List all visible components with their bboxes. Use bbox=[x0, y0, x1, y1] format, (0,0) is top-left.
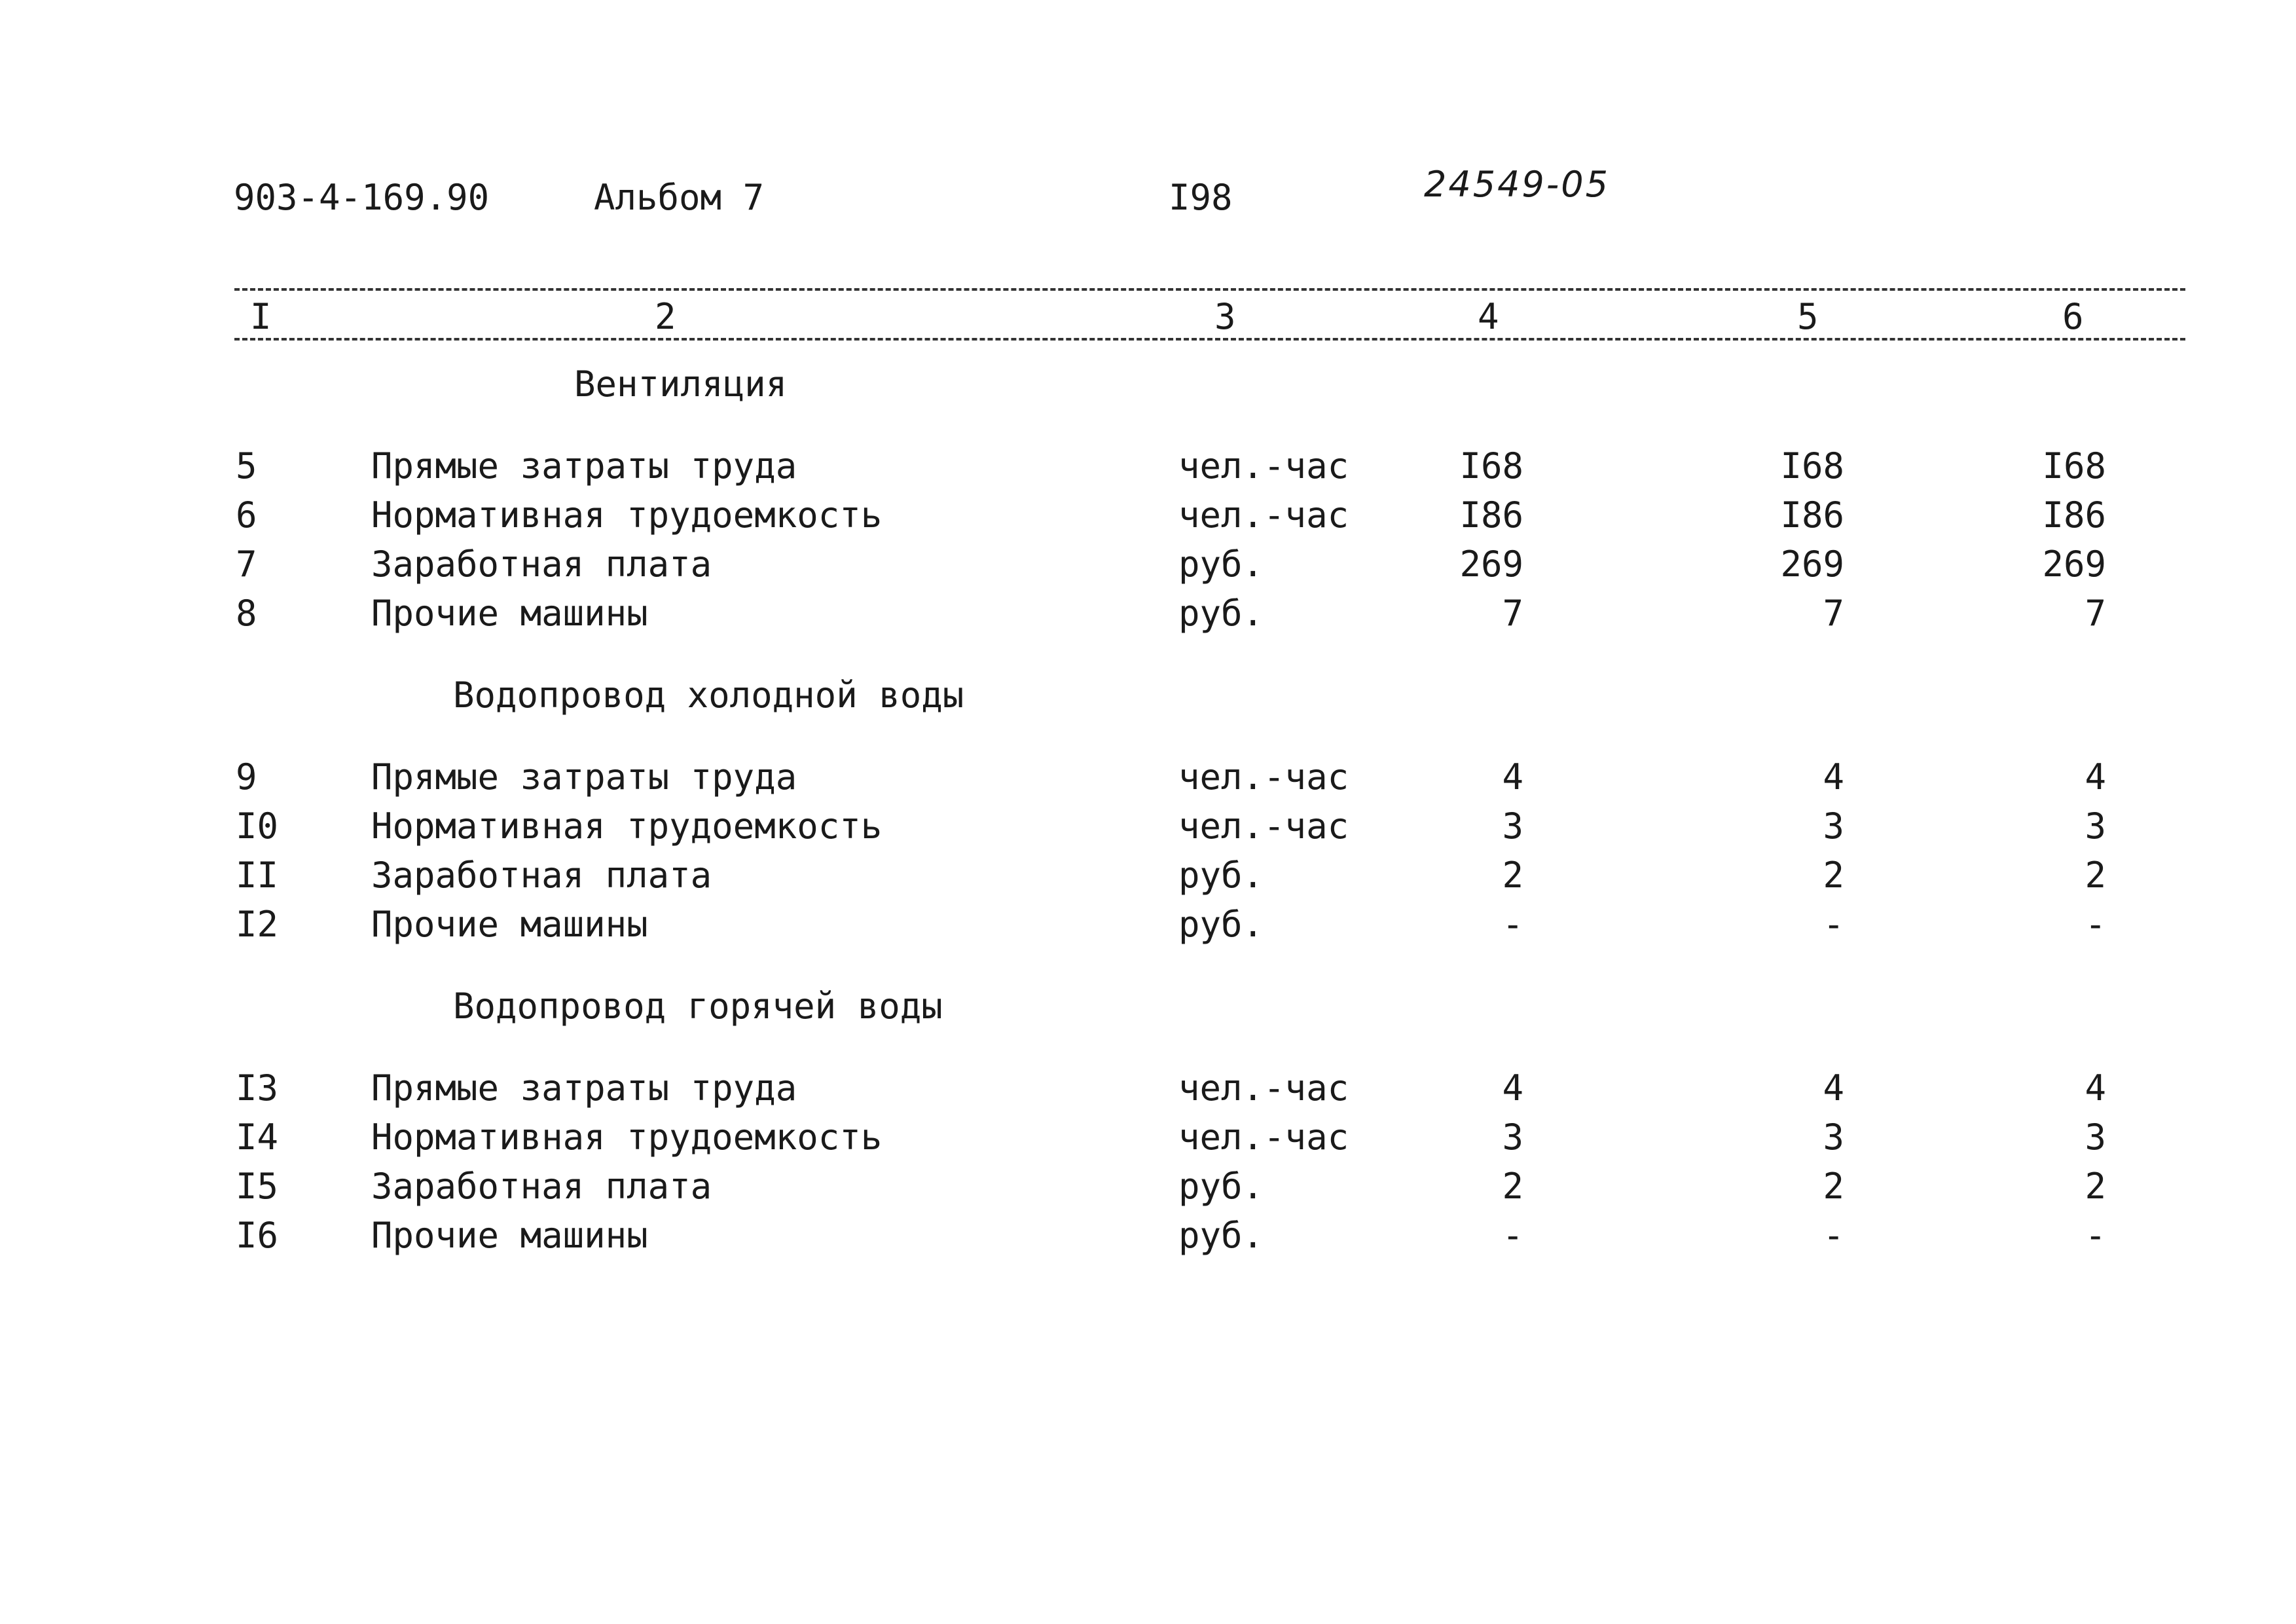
handwritten-inventory-number: 24549-05 bbox=[1424, 164, 1610, 205]
row-name: Заработная плата bbox=[371, 855, 712, 896]
row-value-4: 2 bbox=[1502, 855, 1523, 896]
table-row bbox=[0, 445, 2296, 491]
column-header-6: 6 bbox=[2062, 296, 2084, 337]
row-number: 5 bbox=[236, 445, 257, 487]
row-unit: чел.-час bbox=[1178, 494, 1349, 536]
row-value-6: 2 bbox=[2085, 1166, 2106, 1207]
row-value-4: 4 bbox=[1502, 1067, 1523, 1109]
table-row bbox=[0, 855, 2296, 900]
row-value-5: 2 bbox=[1823, 855, 1844, 896]
row-value-5: 2 bbox=[1823, 1166, 1844, 1207]
row-value-6: 269 bbox=[2042, 544, 2106, 585]
row-value-5: 4 bbox=[1823, 756, 1844, 798]
row-value-6: 4 bbox=[2085, 756, 2106, 798]
row-value-6: 4 bbox=[2085, 1067, 2106, 1109]
table-row bbox=[0, 805, 2296, 851]
row-number: I5 bbox=[236, 1166, 279, 1207]
row-value-6: I86 bbox=[2042, 494, 2106, 536]
row-value-4: I68 bbox=[1459, 445, 1523, 487]
row-value-6: 7 bbox=[2085, 593, 2106, 634]
row-name: Прочие машины bbox=[371, 1215, 648, 1256]
section-title: Водопровод холодной воды bbox=[453, 674, 964, 716]
table-row bbox=[0, 1166, 2296, 1211]
table-row bbox=[0, 544, 2296, 589]
page-number: I98 bbox=[1169, 177, 1233, 218]
row-value-6: - bbox=[2085, 1215, 2106, 1256]
row-unit: руб. bbox=[1178, 855, 1264, 896]
row-number: I0 bbox=[236, 805, 279, 847]
header-top-rule bbox=[234, 288, 2185, 291]
row-value-4: 269 bbox=[1459, 544, 1523, 585]
table-row bbox=[0, 756, 2296, 802]
column-header-5: 5 bbox=[1797, 296, 1819, 337]
row-unit: чел.-час bbox=[1178, 756, 1349, 798]
row-value-6: 3 bbox=[2085, 1116, 2106, 1158]
row-name: Нормативная трудоемкость bbox=[371, 1116, 883, 1158]
document-code: 903-4-169.90 bbox=[234, 177, 490, 218]
row-value-6: I68 bbox=[2042, 445, 2106, 487]
row-value-5: 7 bbox=[1823, 593, 1844, 634]
row-number: I6 bbox=[236, 1215, 279, 1256]
table-row bbox=[0, 1215, 2296, 1261]
table-row bbox=[0, 593, 2296, 638]
row-value-5: I86 bbox=[1780, 494, 1844, 536]
row-name: Нормативная трудоемкость bbox=[371, 494, 883, 536]
header-bottom-rule bbox=[234, 338, 2185, 341]
table-row bbox=[0, 494, 2296, 540]
row-value-4: 3 bbox=[1502, 805, 1523, 847]
column-header-2: 2 bbox=[655, 296, 676, 337]
row-value-4: - bbox=[1502, 1215, 1523, 1256]
row-value-5: 3 bbox=[1823, 1116, 1844, 1158]
row-value-4: 2 bbox=[1502, 1166, 1523, 1207]
row-number: 7 bbox=[236, 544, 257, 585]
row-value-4: 4 bbox=[1502, 756, 1523, 798]
album-label: Альбом 7 bbox=[594, 177, 765, 218]
row-value-4: I86 bbox=[1459, 494, 1523, 536]
row-name: Прямые затраты труда bbox=[371, 445, 797, 487]
row-unit: чел.-час bbox=[1178, 805, 1349, 847]
row-value-5: 269 bbox=[1780, 544, 1844, 585]
row-name: Нормативная трудоемкость bbox=[371, 805, 883, 847]
row-value-5: - bbox=[1823, 1215, 1844, 1256]
row-value-5: - bbox=[1823, 904, 1844, 945]
row-number: 6 bbox=[236, 494, 257, 536]
row-value-6: 3 bbox=[2085, 805, 2106, 847]
row-name: Прямые затраты труда bbox=[371, 1067, 797, 1109]
row-name: Заработная плата bbox=[371, 544, 712, 585]
row-name: Прочие машины bbox=[371, 904, 648, 945]
row-number: I3 bbox=[236, 1067, 279, 1109]
row-unit: руб. bbox=[1178, 1215, 1264, 1256]
column-header-1: I bbox=[250, 296, 272, 337]
row-unit: руб. bbox=[1178, 593, 1264, 634]
row-value-5: 4 bbox=[1823, 1067, 1844, 1109]
row-number: I2 bbox=[236, 904, 279, 945]
row-unit: чел.-час bbox=[1178, 1116, 1349, 1158]
row-name: Прочие машины bbox=[371, 593, 648, 634]
row-unit: чел.-час bbox=[1178, 445, 1349, 487]
row-value-4: 3 bbox=[1502, 1116, 1523, 1158]
row-value-4: 7 bbox=[1502, 593, 1523, 634]
row-number: 9 bbox=[236, 756, 257, 798]
row-unit: руб. bbox=[1178, 1166, 1264, 1207]
section-title: Вентиляция bbox=[574, 363, 788, 405]
row-name: Заработная плата bbox=[371, 1166, 712, 1207]
row-unit: руб. bbox=[1178, 904, 1264, 945]
table-row bbox=[0, 904, 2296, 950]
column-header-4: 4 bbox=[1478, 296, 1499, 337]
row-value-6: - bbox=[2085, 904, 2106, 945]
row-number: II bbox=[236, 855, 279, 896]
column-header-3: 3 bbox=[1214, 296, 1236, 337]
table-row bbox=[0, 1067, 2296, 1113]
section-title: Водопровод горячей воды bbox=[453, 986, 943, 1027]
row-number: 8 bbox=[236, 593, 257, 634]
row-value-5: 3 bbox=[1823, 805, 1844, 847]
row-unit: руб. bbox=[1178, 544, 1264, 585]
table-row bbox=[0, 1116, 2296, 1162]
row-name: Прямые затраты труда bbox=[371, 756, 797, 798]
row-number: I4 bbox=[236, 1116, 279, 1158]
row-unit: чел.-час bbox=[1178, 1067, 1349, 1109]
row-value-5: I68 bbox=[1780, 445, 1844, 487]
row-value-4: - bbox=[1502, 904, 1523, 945]
row-value-6: 2 bbox=[2085, 855, 2106, 896]
